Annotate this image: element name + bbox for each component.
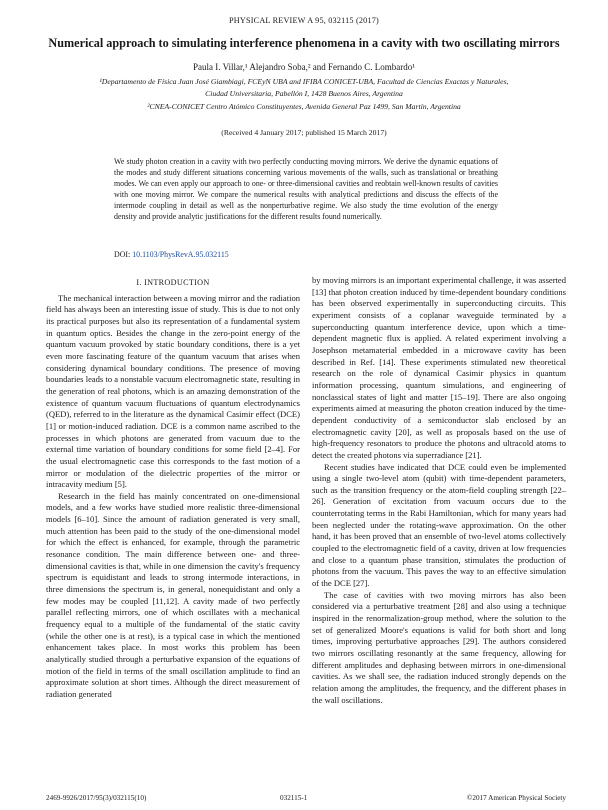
paragraph: Recent studies have indicated that DCE could even be implemented using a single two-level atom (qubit) with time-dependent parameters, such as the transition frequency or the atom-field coupling strength [22–26]. Generation of excitation from vacuum occurs due to the counterrotating terms in the Rabi Hamiltonian, which for many years had been neglected under the rotating-wave approximation. On the other hand, it has been proved that an ensemble of two-level atoms collectively coupled to the electromagnetic field of a cavity, driven at low frequencies and close to a quantum phase transition, stimulates the production of photons from the vacuum. This paves the way to an effective simulation of the DCE [27]. [312, 461, 566, 589]
footer-page-number: 032115-1 [280, 794, 308, 802]
footer-issn: 2469-9926/2017/95(3)/032115(10) [46, 794, 147, 802]
doi-link[interactable]: 10.1103/PhysRevA.95.032115 [132, 250, 229, 259]
paragraph: by moving mirrors is an important experimental challenge, it was asserted [13] that photon creation induced by time-dependent boundary conditions has been observed experimentally in superconducting circuits. This experiment consists of a coplanar waveguide terminated by a superconducting quantum interference device, upon which a time-dependent magnetic flux is applied. A related experiment involving a Josephson metamaterial embedded in a microwave cavity has been described in Ref. [14]. These experiments stimulated new theoretical research on the role of dynamical Casimir physics in quantum information processing, quantum simulations, and engineering of nonclassical states of light and matter [15–19]. There are also ongoing experiments aimed at measuring the photon creation induced by the time-dependent conductivity of a semiconductor slab enclosed by an electromagnetic cavity [20], as well as proposals based on the use of high-frequency resonators to produce the photons and ultracold atoms to detect the created photons via superradiance [21]. [312, 275, 566, 460]
footer-copyright: ©2017 American Physical Society [466, 794, 566, 802]
abstract: We study photon creation in a cavity with two perfectly conducting moving mirrors. We derive the dynamic equations of the modes and study different situations concerning various movements of the walls, such as translational or breathing modes. We can even apply our approach to one- or three-dimensional cavities and reobtain well-known results of cavities with one moving mirror. We compare the numerical results with analytical predictions and discuss the effects of the intermode coupling in detail as well as the nonperturbative regime. We also study the time evolution of the energy density and provide analytic justifications for the different results found numerically. [114, 157, 498, 221]
received-dates: (Received 4 January 2017; published 15 March 2017) [221, 128, 387, 137]
paragraph: The case of cavities with two moving mirrors has also been considered via a perturbative treatment [28] and also using a technique inspired in the renormalization-group method, where the solution to the set of generalized Moore's equations is valid for both short and long times, improving perturbative approaches [29]. The authors considered two mirrors oscillating resonantly at the same frequency, allowing for different amplitudes and dephasing between mirrors in one-dimensional cavities. As we shall see, the radiation induced strongly depends on the relation among the amplitudes, the frequency, and the different phases in the wall oscillations. [312, 589, 566, 705]
affiliation-2: ²CNEA-CONICET Centro Atómico Constituyentes, Avenida General Paz 1499, San Martín, Argentina [147, 102, 461, 111]
paragraph: Research in the field has mainly concentrated on one-dimensional models, and a few works have studied more realistic three-dimensional models [6–10]. Since the amount of radiation generated is very small, much attention has been paid to the study of the one-dimensional model for which the effect is enhanced, for example, through the parametric resonance condition. The main difference between one- and three-dimensional cavities is that, while in one dimension the cavity's frequency spectrum is equidistant and leads to strong intermode interactions, in three dimensions the spectrum is, in general, nonequidistant and only a few modes may be coupled [11,12]. A cavity made of two perfectly parallel reflecting mirrors, one of which oscillates with a mechanical frequency equal to a multiple of the fundamental of the static cavity (while the other one is at rest), is a typical case in which the mentioned enhancement takes place. In most works this problem has been analytically studied through a perturbative expansion of the equations of motion of the field in terms of the small oscillation amplitude to find an approximate solution at short times. Although the direct measurement of radiation generated [46, 490, 300, 699]
journal-header: PHYSICAL REVIEW A 95, 032115 (2017) [229, 16, 379, 25]
doi-label: DOI: [114, 250, 133, 259]
paragraph: The mechanical interaction between a moving mirror and the radiation field has always been an interesting issue of study. This is due to not only its practical purposes but also its representation of a fundamental system in quantum optics. Besides the change in the zero-point energy of the quantum vacuum provoked by static boundary conditions, there is a yet even more fascinating feature of the quantum vacuum that arises when considering dynamical boundary conditions. The presence of moving boundaries leads to a nonstable vacuum electromagnetic state, resulting in the generation of real photons, which is an amazing demonstration of the existence of quantum vacuum fluctuations of quantum electrodynamics (QED), referred to in the literature as the dynamical Casimir effect (DCE) [1] or motion-induced radiation. DCE is a common name ascribed to the processes in which photons are generated from vacuum due to the external time variation of boundary conditions for some field [2–4]. For the usual electromagnetic case this corresponds to the fast motion of a mirror or modulation of the dielectric properties of the mirror or intracavity medium [5]. [46, 292, 300, 490]
author-list: Paula I. Villar,¹ Alejandro Soba,² and Fernando C. Lombardo¹ [193, 62, 415, 72]
doi-line [114, 250, 229, 259]
section-heading: I. INTRODUCTION [136, 278, 210, 287]
affiliation-1a: ¹Departamento de Física Juan José Giambiagi, FCEyN UBA and IFIBA CONICET-UBA, Facultad de Ciencias Exactas y Naturales, [99, 77, 509, 86]
paper-title: Numerical approach to simulating interference phenomena in a cavity with two oscillating mirrors [48, 36, 560, 50]
column-left [46, 275, 300, 701]
column-right [312, 275, 566, 706]
affiliation-1b: Ciudad Universitaria, Pabellón I, 1428 Buenos Aires, Argentina [205, 89, 403, 98]
